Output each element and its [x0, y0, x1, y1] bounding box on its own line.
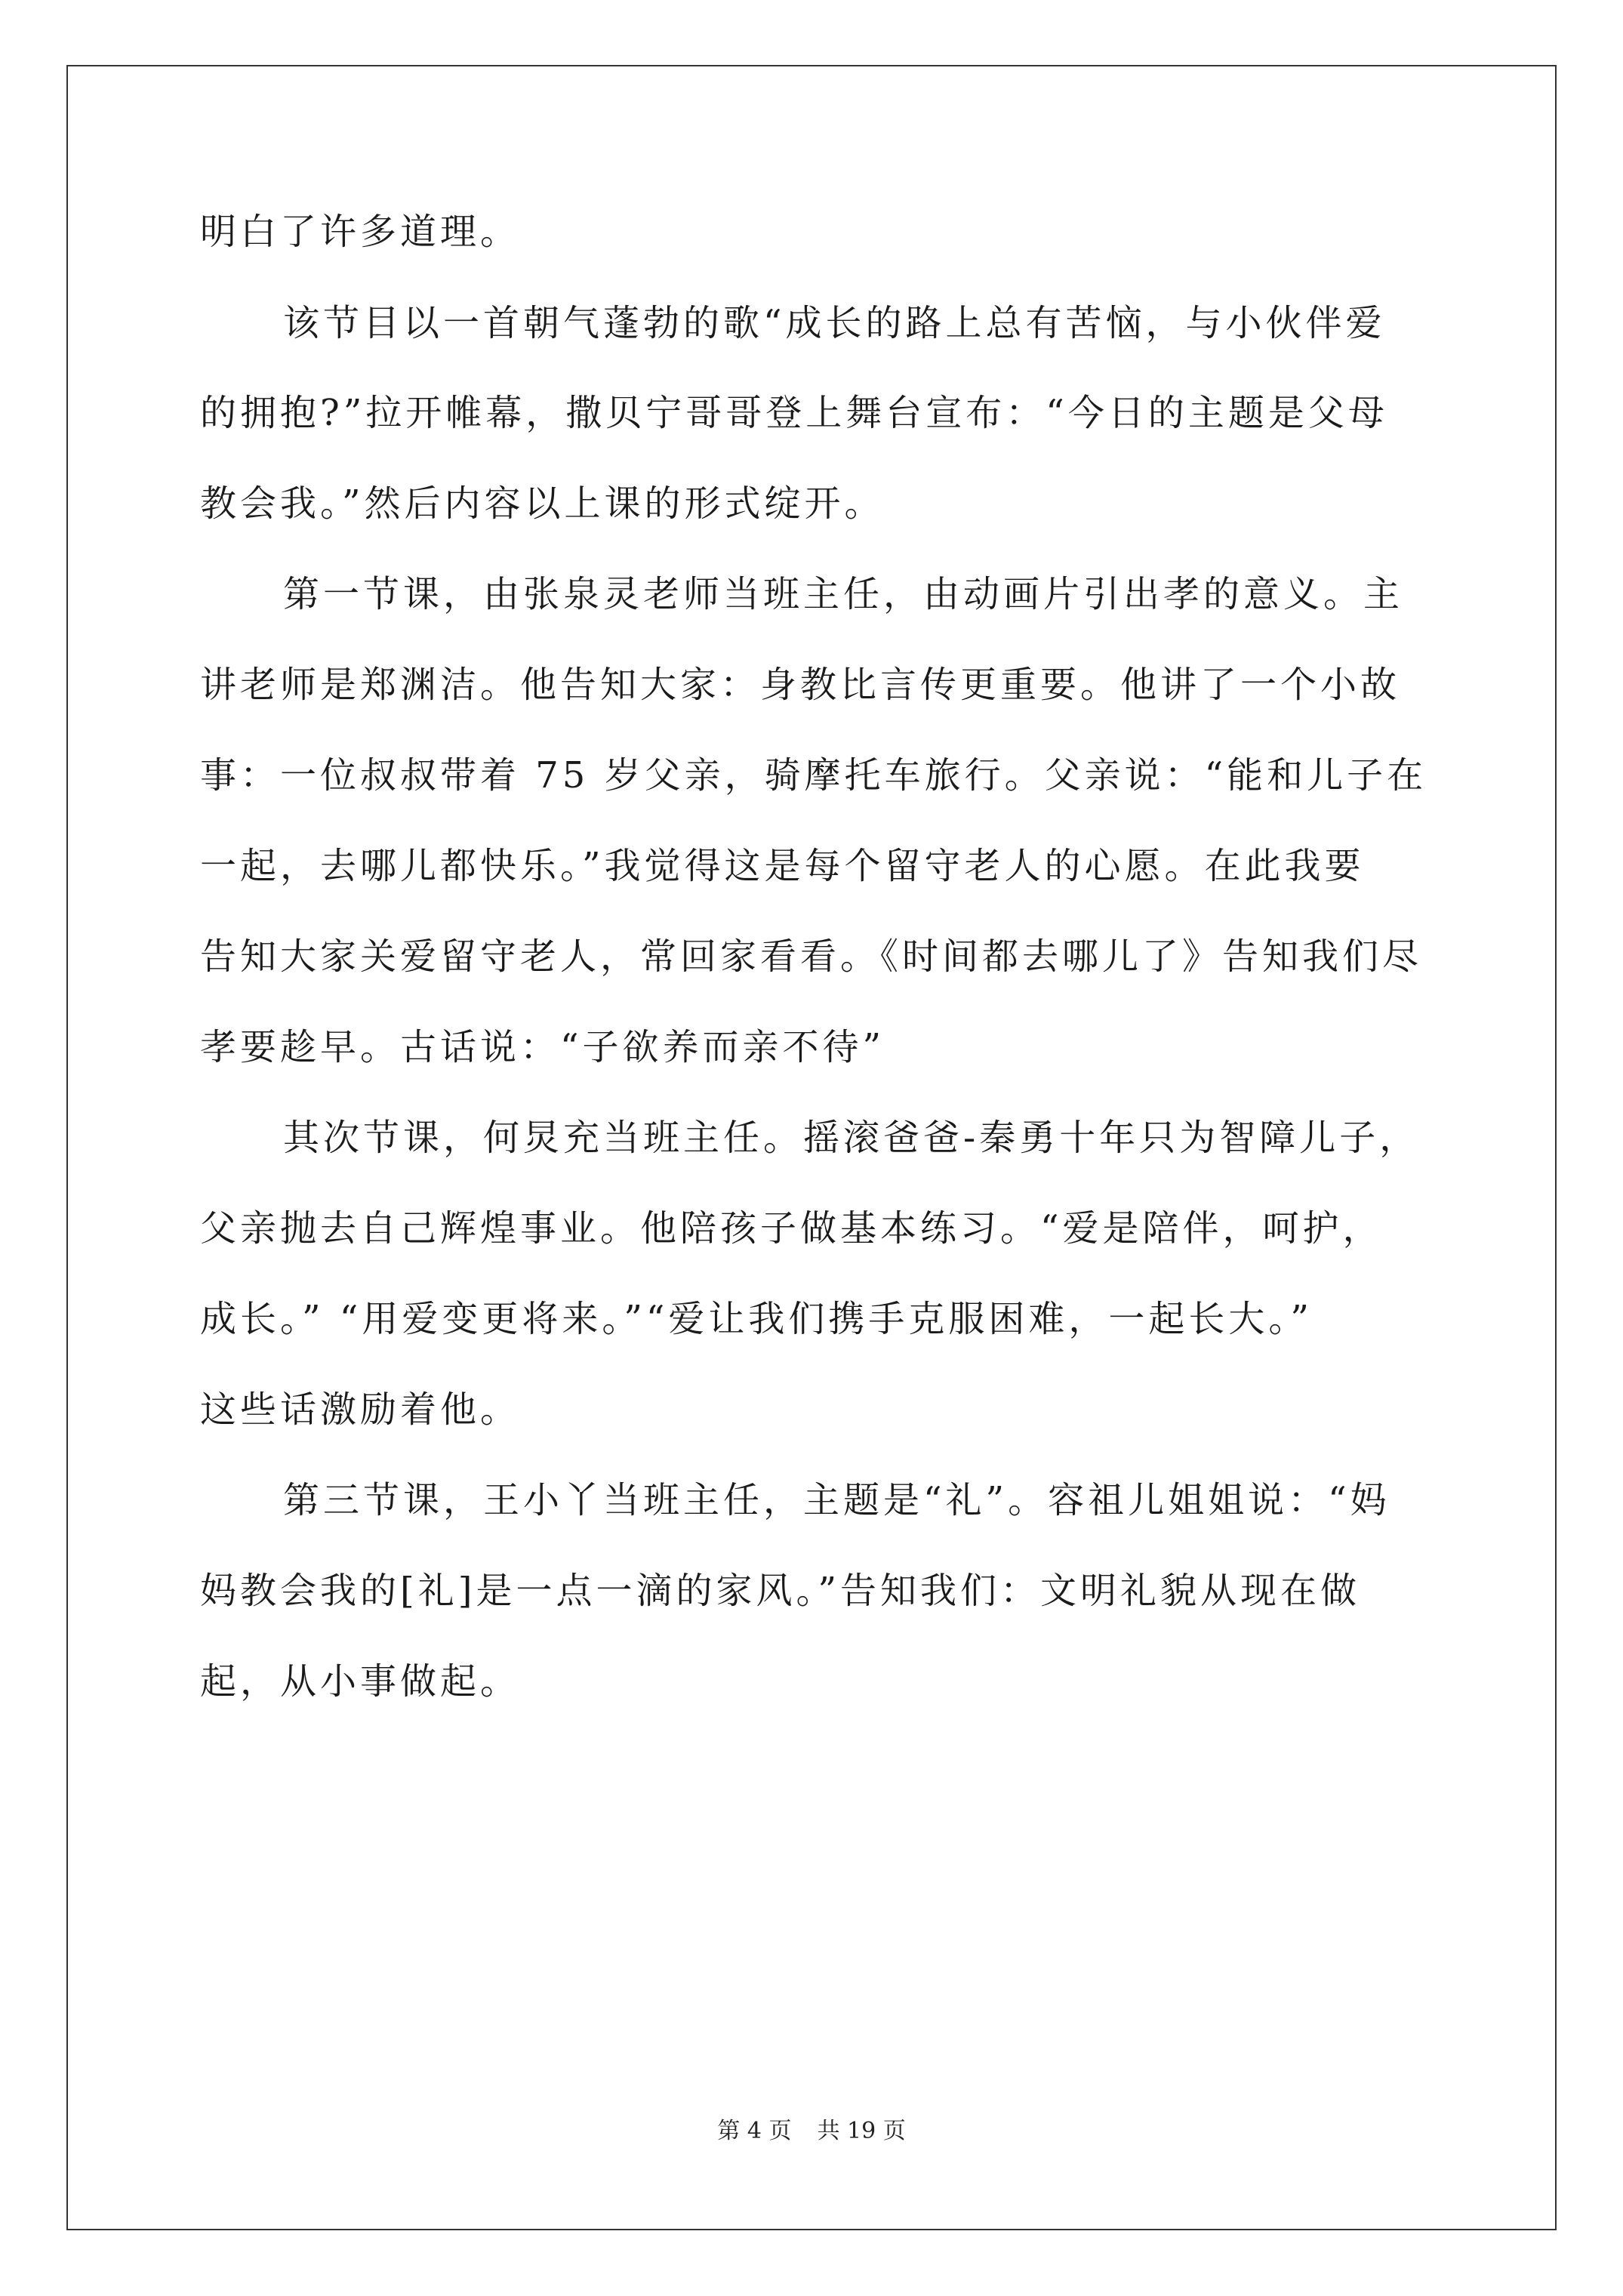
paragraph-start-line: 第三节课，王小丫当班主任，主题是“礼”。容祖儿姐姐说：“妈	[283, 1479, 1390, 1521]
text-line: 妈教会我的[礼]是一点一滴的家风。”告知我们：文明礼貌从现在做	[200, 1570, 1360, 1612]
text-line: 的拥抱?”拉开帷幕，撒贝宁哥哥登上舞台宣布：“今日的主题是父母	[200, 392, 1388, 434]
text-line: 成长。” “用爱变更将来。”“爱让我们携手克服困难，一起长大。”	[200, 1298, 1313, 1340]
text-line: 明白了许多道理。	[200, 211, 521, 253]
paragraph-start-line: 第一节课，由张泉灵老师当班主任，由动画片引出孝的意义。主	[283, 573, 1404, 615]
text-line: 讲老师是郑渊洁。他告知大家：身教比言传更重要。他讲了一个小故	[200, 664, 1401, 706]
text-line: 事：一位叔叔带着 75 岁父亲，骑摩托车旅行。父亲说：“能和儿子在	[200, 754, 1427, 797]
text-line: 孝要趁早。古话说：“子欲养而亲不待”	[200, 1026, 885, 1068]
page-total: 共 19 页	[817, 2118, 906, 2144]
text-line: 告知大家关爱留守老人，常回家看看。《时间都去哪儿了》告知我们尽	[200, 935, 1423, 978]
paragraph-start-line: 该节目以一首朝气蓬勃的歌“成长的路上总有苦恼，与小伙伴爱	[283, 302, 1386, 344]
text-line: 父亲抛去自己辉煌事业。他陪孩子做基本练习。“爱是陪伴，呵护，	[200, 1207, 1383, 1250]
text-line: 这些话激励着他。	[200, 1388, 521, 1431]
page-number: 第 4 页	[717, 2118, 792, 2144]
text-line: 教会我。”然后内容以上课的形式绽开。	[200, 482, 885, 525]
text-line: 起，从小事做起。	[200, 1660, 521, 1703]
text-line: 一起，去哪儿都快乐。”我觉得这是每个留守老人的心愿。在此我要	[200, 845, 1365, 887]
paragraph-start-line: 其次节课，何炅充当班主任。摇滚爸爸-秦勇十年只为智障儿子，	[283, 1117, 1420, 1159]
page-footer	[0, 2116, 1623, 2147]
